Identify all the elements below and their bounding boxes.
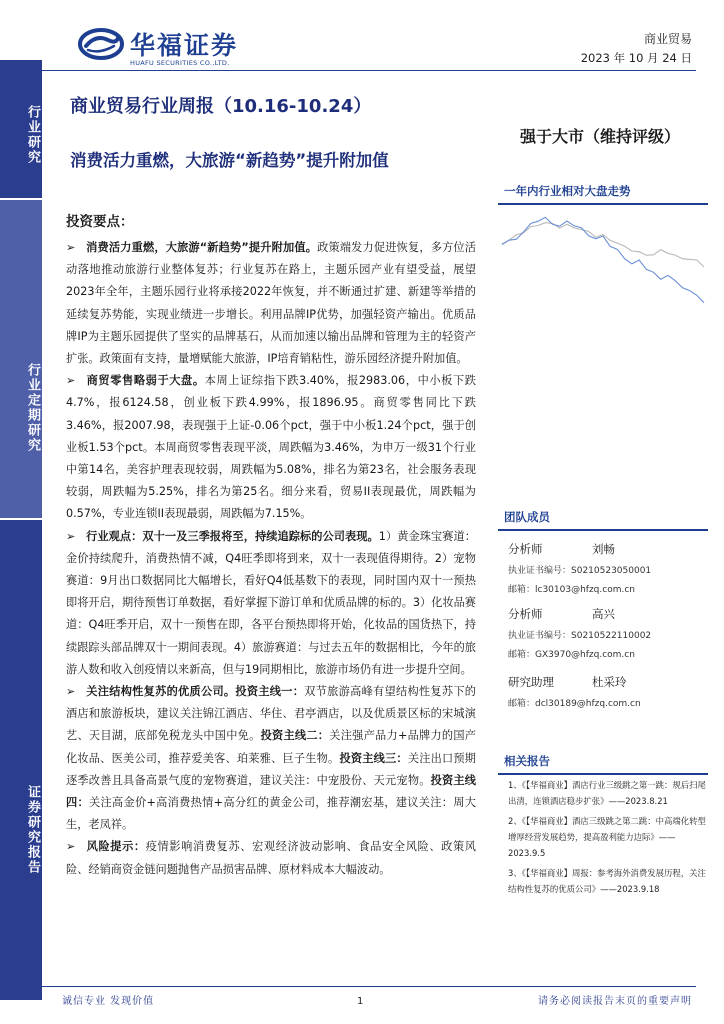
related-head-label: 相关报告 <box>504 754 550 768</box>
analyst-email[interactable]: 邮箱：GX3970@hfzq.com.cn <box>508 650 635 660</box>
band-label-securities-report: 证券研究报告 <box>0 520 42 1000</box>
analyst-role: 研究助理 <box>508 675 554 689</box>
header-divider <box>42 70 696 71</box>
paragraph-risk <box>66 836 476 880</box>
para-lead-4: 投资主线四： <box>66 773 476 810</box>
analyst-card <box>508 541 708 595</box>
para-body-3: 关注出口预期逐季改善且具备高景气度的宠物赛道，建议关注：中宠股份、天元宠物。 <box>66 751 476 787</box>
report-subtitle: 消费活力重燃，大旅游“新趋势”提升附加值 <box>70 151 389 170</box>
analyst-name: 刘畅 <box>592 542 615 556</box>
chart-section-head <box>498 183 708 205</box>
page-number: 1 <box>357 996 364 1007</box>
bullet-icon: ➢ <box>66 840 76 854</box>
company-logo <box>78 26 239 67</box>
paragraph-industry-view <box>66 526 476 681</box>
related-report-list <box>508 777 708 901</box>
team-head-label: 团队成员 <box>504 510 550 524</box>
related-section-head <box>498 753 708 775</box>
bullet-icon: ➢ <box>66 374 76 388</box>
footer-disclaimer: 请务必阅读报告末页的重要声明 <box>538 996 692 1007</box>
logo-english-name: HUAFU SECURITIES CO.,LTD. <box>130 59 230 67</box>
para-body-4: 关注高金价+高消费热情+高分红的黄金公司，推荐潮宏基，建议关注：周大生，老凤祥。 <box>66 796 476 832</box>
team-section-head <box>498 509 708 531</box>
paragraph-market <box>66 370 476 525</box>
analyst-email[interactable]: 邮箱：lc30103@hfzq.com.cn <box>508 585 635 595</box>
relative-performance-chart <box>498 203 708 318</box>
bullet-icon: ➢ <box>66 241 76 254</box>
paragraph-investment-lines <box>66 681 476 836</box>
logo-chinese-name: 华福证券 <box>130 31 239 60</box>
series-line-1 <box>502 217 704 302</box>
analyst-card <box>508 674 708 709</box>
team-head-rule <box>498 529 708 531</box>
analyst-role: 分析师 <box>508 542 543 556</box>
para-body: 疫情影响消费复苏、宏观经济波动影响、食品安全风险、政策风险、经销商资金链问题抛售产品损害品牌、原材料成本大幅波动。 <box>66 840 476 876</box>
para-lead: 行业观点：双十一及三季报将至，持续追踪标的公司表现。 <box>86 529 379 543</box>
analyst-license: 执业证书编号：S0210522110002 <box>508 631 652 641</box>
footer-divider <box>42 986 696 987</box>
para-body: 1）黄金珠宝赛道：金价持续爬升，消费热情不减，Q4旺季即将到来，双十一表现值得期待。2）宠物赛道：9月出口数据同比大幅增长，看好Q4低基数下的表现，同时国内双十一预热即将开启，期待预售订单数据，看好掌握下游订单和优质品牌的标的。3）化妆品赛道：Q4旺季开启，双十一预售在即，各平台预热即将开始，化妆品的国货热下，持续跟踪头部品牌双十一期间表现。4）旅游赛道：与过去五年的数据相比，今年的旅游人数和收入创疫情以来新高，但与19同期相比，旅游市场仍有进一步提升空间。 <box>66 529 476 676</box>
related-head-rule <box>498 773 708 775</box>
series-line-0 <box>502 223 704 267</box>
related-report-item[interactable]: 2、《【华福商业】酒店三级跳之第二跳：中高端化转型增厚经营发展趋势，提高盈利能力边际》——2023.9.5 <box>508 816 706 858</box>
para-lead: 商贸零售略弱于大盘。 <box>86 374 205 388</box>
analyst-name: 高兴 <box>592 607 615 621</box>
analyst-email[interactable]: 邮箱：dcl30189@hfzq.com.cn <box>508 699 641 709</box>
bullet-icon: ➢ <box>66 685 76 699</box>
paragraph-consumption <box>66 237 476 370</box>
band-label-industry-research: 行业研究 <box>0 60 42 198</box>
para-lead-3: 投资主线三： <box>339 751 408 765</box>
para-lead: 消费活力重燃，大旅游“新趋势”提升附加值。 <box>86 241 318 254</box>
analyst-license: 执业证书编号：S0210523050001 <box>508 566 652 576</box>
header-date: 2023 年 10 月 24 日 <box>580 51 692 65</box>
related-report-item[interactable]: 1、《【华福商业】酒店行业三级跳之第一跳：规后扫尾出清，连锁酒店稳步扩张》——2023.8.21 <box>508 780 706 806</box>
analyst-card <box>508 606 708 660</box>
analyst-role: 分析师 <box>508 607 543 621</box>
chart-head-label: 一年内行业相对大盘走势 <box>504 184 631 198</box>
logo-mark-icon <box>78 26 124 62</box>
analyst-name: 杜采玲 <box>592 675 627 689</box>
side-band <box>0 60 42 1000</box>
report-title: 商业贸易行业周报（10.16-10.24） <box>70 96 372 117</box>
footer-slogan: 诚信专业 发现价值 <box>62 996 155 1007</box>
section-heading: 投资要点： <box>66 214 134 230</box>
bullet-icon: ➢ <box>66 529 76 543</box>
para-lead: 关注结构性复苏的优质公司。投资主线一： <box>86 685 305 699</box>
para-body: 政策端发力促进恢复，多方位活动落地推动旅游行业整体复苏；行业复苏在路上，主题乐园产业有望受益，展望2023年全年，主题乐园行业将承接2022年恢复，并不断通过扩建、新建等举措的延续复苏势能，实现业绩进一步增长。利用品牌IP优势，加强轻资产输出。优质品牌IP为主题乐园提供了坚实的品牌基石，从而加速以输出品牌和管理为主的轻资产扩张。政策面有支持，量增赋能大旅游，IP培育销粘性，游乐园经济提升附加值。 <box>66 241 476 366</box>
para-body-2: 关注强产品力+品牌力的国产化妆品、医美公司，推荐爱美客、珀莱雅、巨子生物。 <box>66 729 476 765</box>
industry-rating: 强于大市（维持评级） <box>520 127 681 146</box>
related-report-item[interactable]: 3、《【华福商业】周报：参考海外消费发展历程，关注结构性复苏的优质公司》——2023.9.18 <box>508 868 706 894</box>
para-body: 本周上证综指下跌3.40%，报2983.06，中小板下跌4.7%，报6124.58，创业板下跌4.99%，报1896.95。商贸零售同比下跌3.46%，报2007.98，表现强于上证-0.06个pct，强于中小板1.24个pct，强于创业板1.53个pct。本周商贸零售表现平淡，周跌幅为3.46%，为申万一级31个行业中第14名，美容护理表现较弱，周跌幅为5.08%，排名为第23名，社会服务表现较弱，周跌幅为5.25%，排名为第25名。细分来看，贸易II表现最优，周跌幅为0.57%，专业连锁II表现最弱，周跌幅为7.15%。 <box>66 374 476 521</box>
header-industry: 商业贸易 <box>643 32 692 46</box>
para-lead: 风险提示： <box>86 840 146 854</box>
para-lead-2: 投资主线二： <box>260 729 330 743</box>
para-body: 双节旅游高峰有望结构性复苏下的酒店和旅游板块，建议关注锦江酒店、华住、君亭酒店，以及优质景区标的宋城演艺、天目湖，底部免税龙头中国中免。 <box>66 685 476 743</box>
band-label-periodic-research: 行业定期研究 <box>0 200 42 518</box>
investment-highlights <box>66 237 476 881</box>
